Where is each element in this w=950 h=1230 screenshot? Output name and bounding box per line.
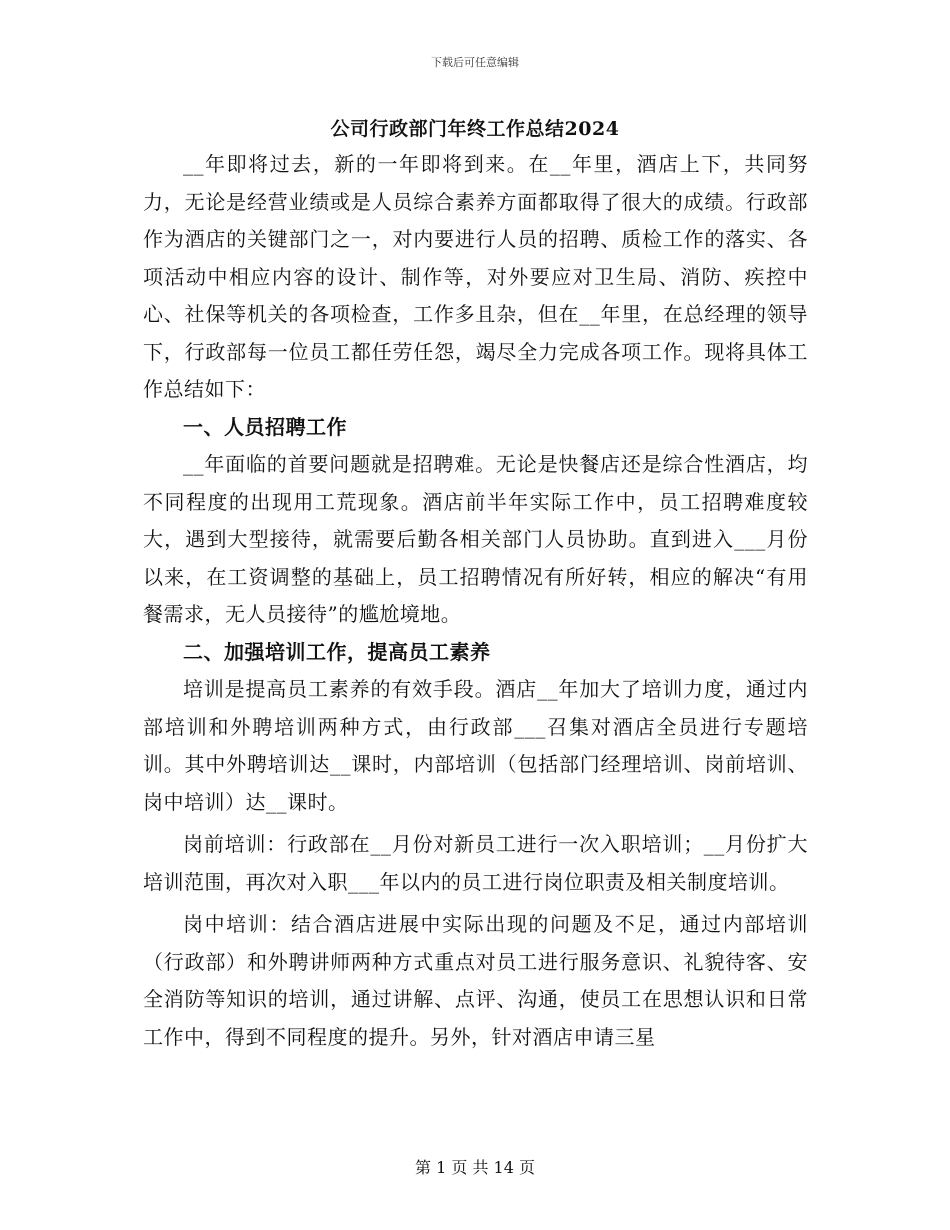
document-title: 公司行政部门年终工作总结2024: [330, 118, 620, 140]
page-footer: 第 1 页 共 14 页: [415, 1158, 535, 1177]
document-body: [143, 146, 808, 1056]
section-heading-recruitment: 一、人员招聘工作: [183, 414, 347, 439]
header-note: 下载后可任意编辑: [431, 56, 519, 69]
section-heading-training: 二、加强培训工作，提高员工素养: [183, 639, 491, 664]
on-job-training-paragraph: 岗中培训：结合酒店进展中实际出现的问题及不足，通过内部培训（行政部）和外聘讲师两种方式重点对员工进行服务意识、礼貌待客、安全消防等知识的培训，通过讲解、点评、沟通，使员工在思想认识和日常工作中，得到不同程度的提升。另外，针对酒店申请三星: [143, 912, 808, 1049]
pre-job-training-paragraph: 岗前培训：行政部在__月份对新员工进行一次入职培训；__月份扩大培训范围，再次对入职___年以内的员工进行岗位职责及相关制度培训。: [143, 832, 808, 894]
training-paragraph: 培训是提高员工素养的有效手段。酒店__年加大了培训力度，通过内部培训和外聘培训两种方式，由行政部___召集对酒店全员进行专题培训。其中外聘培训达__课时，内部培训（包括部门经理培训、岗前培训、岗中培训）达__课时。: [143, 677, 808, 814]
intro-paragraph: __年即将过去，新的一年即将到来。在__年里，酒店上下，共同努力，无论是经营业绩或是人员综合素养方面都取得了很大的成绩。行政部作为酒店的关键部门之一，对内要进行人员的招聘、质检工作的落实、各项活动中相应内容的设计、制作等，对外要应对卫生局、消防、疾控中心、社保等机关的各项检查，工作多且杂，但在__年里，在总经理的领导下，行政部每一位员工都任劳任怨，竭尽全力完成各项工作。现将具体工作总结如下：: [143, 152, 808, 401]
recruitment-paragraph: __年面临的首要问题就是招聘难。无论是快餐店还是综合性酒店，均不同程度的出现用工荒现象。酒店前半年实际工作中，员工招聘难度较大，遇到大型接待，就需要后勤各相关部门人员协助。直到进入___月份以来，在工资调整的基础上，员工招聘情况有所好转，相应的解决“有用餐需求，无人员接待”的尴尬境地。: [143, 452, 808, 626]
